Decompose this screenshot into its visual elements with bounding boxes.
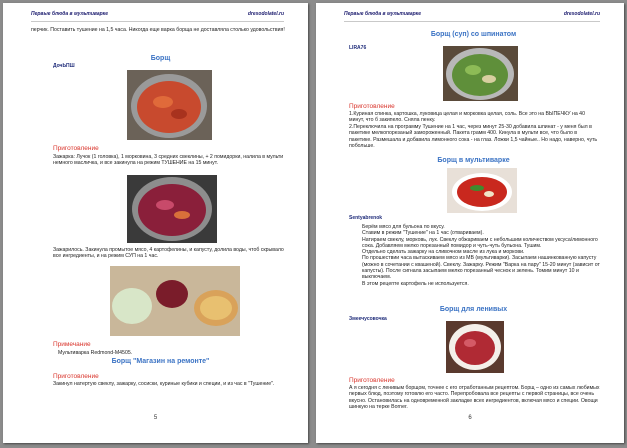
intro-text: перчик. Поставить тушение на 1,5 часа. Никогда еще варка борща не доставляла столько удовольствия!	[31, 27, 285, 33]
recipe-author: ДочЬПШ	[53, 63, 75, 69]
prep-text-continued: Зажарилось. Закинула промытое мясо, 4 картофелины, и капусту, долила воды, чтоб скрывало все ингредиенты, и на режим СУП на 1 час.	[53, 247, 284, 260]
prep-heading: Приготовление	[53, 373, 99, 380]
page-left	[3, 3, 308, 443]
header-book-title: Первые блюда в мультиварке	[31, 11, 108, 17]
vegetables-in-pot-photo	[127, 175, 217, 243]
prep-step: По прошествии часа вытаскиваем мясо из МВ (мультиварки). Засыпаем нашинкованную капусту (можно в сочетании с квашеной). Свеклу. Зажарку. Режим "Варка на пару" 15-20 минут (зависит от капусты). После сигнала засыпаем мелко порезанный чеснок и зелень. Томим минут 10 и выключаем.	[362, 255, 600, 281]
prep-text-continued: 2.Переключила на программу Тушение на 1 час, через минут 25-30 добавила шпинат - у меня был в пакетике мелкопорезаный замороженный. Пакета грамм 400. Кинула в мульти все, что было в пакетике. Размешала и добавила лимонного сока - на глаз. Ложки 1,5 чайные.. Но надо, наверно, чуть побольше.	[349, 124, 598, 149]
prep-steps	[362, 224, 602, 287]
prep-text: Закинул натертую свеклу, зажарку, сосиски, куриные кубики и специи, и из час в "Тушение".	[53, 381, 275, 387]
recipe-title: Борщ "Магазин на ремонте"	[111, 358, 210, 365]
recipe-title: Борщ	[150, 55, 171, 62]
header-site: dresodolatel.ru	[247, 11, 284, 17]
header-site: dresodolatel.ru	[563, 11, 600, 17]
page-number: 5	[153, 415, 158, 421]
prep-text: 1.Куриная спинка, картошка, луковица целая и морковка целая, соль. Все это на ВЫПЕЧКУ на 40 минут, что б закипело. Сняла пенку.	[349, 111, 585, 124]
recipe-title: Борщ для ленивых	[439, 306, 508, 313]
borscht-pot-photo	[127, 70, 212, 140]
recipe-title: Борщ в мультиварке	[437, 157, 510, 164]
prep-heading: Приготовление	[53, 145, 99, 152]
recipe-title: Борщ (суп) со шпинатом	[430, 31, 517, 38]
recipe-author: Sentyabrenok	[349, 215, 383, 221]
page-number: 6	[468, 415, 472, 421]
page-right	[316, 3, 624, 443]
prep-step: Берём мясо для бульона по вкусу.	[362, 224, 445, 230]
prep-heading: Приготовление	[349, 103, 395, 110]
prep-text: Зажарка: Лучок (1 головка), 1 морковина, 3 средних свеклины, + 2 помидорки, налила в мульти немного масличка, и все закинула на режим ТУШЕНИЕ на 15 минут.	[53, 154, 284, 167]
page-header	[344, 9, 600, 22]
prep-step: Ставим в режим "Тушение" на 1 час (отвариваем).	[362, 230, 484, 237]
prep-step: В этом рецепте картофель не используется.	[362, 280, 469, 287]
ingredients-photo	[110, 266, 240, 336]
borscht-bowl-photo	[447, 168, 517, 213]
recipe-author: LIRA76	[349, 45, 367, 51]
prep-text: А я сегодня с ленивым борщом, точнее с его отработанным рецептом. Борщ – одно из самых любимых первых блюд, поэтому готовлю его часто. Перепробовала все рецепты с первой страницы, все очень вкусно. Остановилась на одновременной закладке всех ингредиентов, включая мясо и специи. Овощи шинкую на терке Borner.	[349, 385, 600, 410]
spinach-soup-photo	[443, 46, 518, 101]
note-text: Мультиварка Redmond-M4505.	[58, 350, 133, 356]
prep-step: Натираем свеклу, морковь, лук. Свеклу обжариваем с небольшим количеством уксуса/лимонного сока. Добавляем мелко порезанный помидор и чуть-чуть бульона. Тушим.	[362, 236, 598, 249]
page-header	[31, 9, 284, 22]
lazy-borscht-photo	[446, 321, 504, 373]
recipe-author: Змеечусовочка	[349, 316, 387, 322]
prep-heading: Приготовление	[349, 377, 395, 384]
header-book-title: Первые блюда в мультиварке	[344, 11, 421, 17]
note-heading: Примечание	[53, 341, 91, 348]
prep-step: Отдельно сделать зажарку на сливочном масле из лука и моркови.	[362, 249, 525, 256]
